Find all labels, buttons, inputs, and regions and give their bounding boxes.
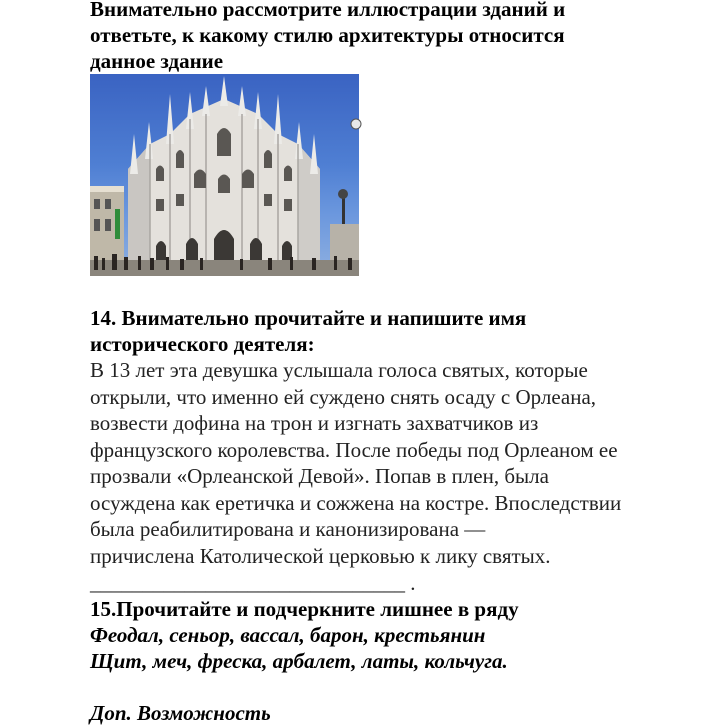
question-14-heading [90,305,650,357]
text-line: была реабилитирована и канонизирована — [90,517,486,541]
heading-line: 14. Внимательно прочитайте и напишите имя [90,306,527,330]
text-line: открыли, что именно ей суждено снять осаду с Орлеана, [90,384,597,409]
cathedral-photo [90,74,359,276]
text-line: В 13 лет эта девушка услышала голоса святых, которые [90,358,588,382]
question-15-rows [90,622,508,674]
text-line: прозвали «Орлеанской Девой». Попав в плен, была [90,464,549,488]
cut-off-text: Доп. Возможность [90,701,271,725]
text-line: причислена Католической церковью к лику святых. [90,543,551,568]
heading-line: Внимательно рассмотрите иллюстрации зданий и [90,0,566,21]
text-line: возвести дофина на трон и изгнать захватчиков из [90,411,539,435]
answer-blank-line: ______________________________ . [90,571,416,595]
question-14-text [90,357,690,569]
question-15-heading: 15.Прочитайте и подчеркните лишнее в ряду [90,597,519,621]
heading-line: исторического деятеля: [90,332,315,356]
word-row: Феодал, сеньор, вассал, барон, крестьянин [90,623,486,647]
heading-line: данное здание [90,49,224,73]
text-line: осуждена как еретичка и сожжена на костре. Впоследствии [90,490,622,515]
heading-line: ответьте, к какому стилю архитектуры относится [90,23,565,47]
question-13-heading [90,0,650,74]
word-row: Щит, меч, фреска, арбалет, латы, кольчуга. [90,649,508,673]
text-line: французского королевства. После победы под Орлеаном ее [90,437,618,462]
